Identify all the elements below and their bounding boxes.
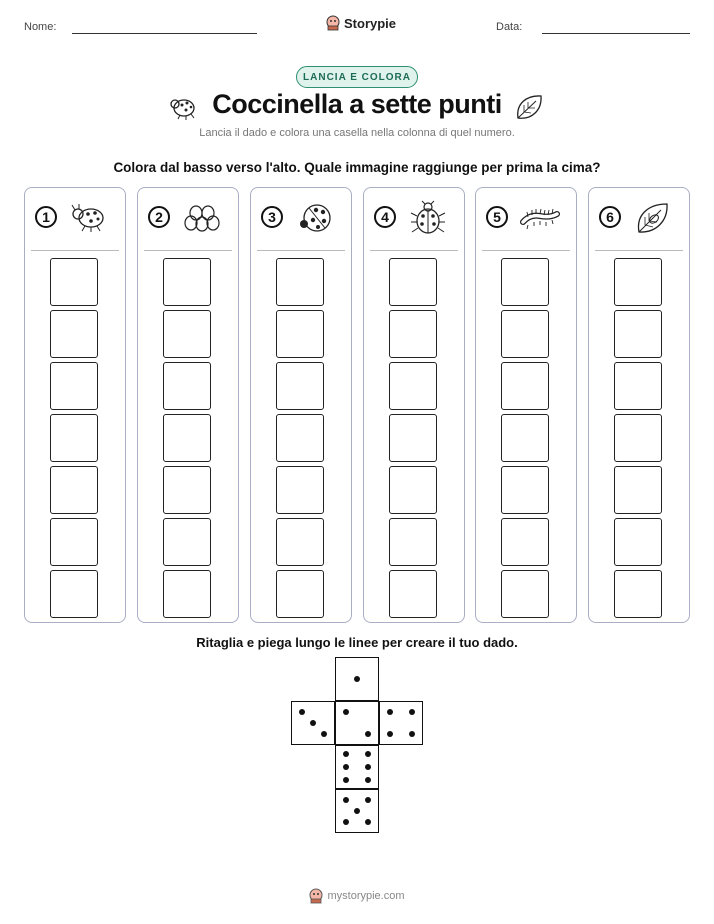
color-box[interactable] (163, 414, 211, 462)
column-3 (250, 187, 352, 623)
column-number: 4 (374, 206, 396, 228)
color-box[interactable] (501, 570, 549, 618)
color-box[interactable] (501, 414, 549, 462)
activity-badge: LANCIA E COLORA (296, 66, 418, 88)
footer (0, 888, 714, 904)
column-1 (24, 187, 126, 623)
column-4 (363, 187, 465, 623)
dice-pip (343, 709, 349, 715)
column-number: 5 (486, 206, 508, 228)
dice-face-6 (335, 745, 379, 789)
dice-pip (387, 709, 393, 715)
dice-pip (387, 731, 393, 737)
color-box[interactable] (50, 518, 98, 566)
column-divider (595, 250, 683, 251)
dice-pip (354, 676, 360, 682)
color-box[interactable] (614, 362, 662, 410)
column-divider (144, 250, 232, 251)
beetle-icon (408, 200, 448, 236)
brand-name: Storypie (344, 15, 397, 31)
color-box[interactable] (50, 414, 98, 462)
color-box[interactable] (163, 518, 211, 566)
color-box[interactable] (389, 310, 437, 358)
color-box[interactable] (50, 570, 98, 618)
column-number: 1 (35, 206, 57, 228)
color-box[interactable] (614, 414, 662, 462)
dice-pip (343, 764, 349, 770)
color-box[interactable] (389, 570, 437, 618)
dice-pip (365, 797, 371, 803)
leaf-icon (514, 92, 544, 122)
color-box[interactable] (389, 414, 437, 462)
date-label: Data: (496, 21, 523, 33)
color-box[interactable] (163, 362, 211, 410)
color-box[interactable] (163, 258, 211, 306)
color-box[interactable] (276, 570, 324, 618)
color-box[interactable] (276, 362, 324, 410)
dice-pip (299, 709, 305, 715)
dice-pip (409, 709, 415, 715)
dice-pip (365, 819, 371, 825)
color-box[interactable] (389, 258, 437, 306)
color-box[interactable] (614, 310, 662, 358)
column-divider (257, 250, 345, 251)
column-2 (137, 187, 239, 623)
spotted-ladybug-icon (295, 200, 335, 236)
column-divider (482, 250, 570, 251)
column-number: 3 (261, 206, 283, 228)
color-box[interactable] (50, 310, 98, 358)
color-box[interactable] (614, 570, 662, 618)
color-box[interactable] (163, 310, 211, 358)
column-5 (475, 187, 577, 623)
dice-face-1 (335, 657, 379, 701)
dice-pip (365, 764, 371, 770)
brand-logo (326, 15, 396, 31)
dice-pip (343, 797, 349, 803)
color-box[interactable] (501, 518, 549, 566)
color-box[interactable] (276, 310, 324, 358)
dice-face-4 (379, 701, 423, 745)
dice-face-5 (335, 789, 379, 833)
footer-url: mystorypie.com (327, 890, 405, 902)
color-box[interactable] (276, 466, 324, 514)
color-box[interactable] (276, 414, 324, 462)
dice-pip (365, 731, 371, 737)
color-box[interactable] (614, 258, 662, 306)
date-line (542, 33, 690, 34)
dice-pip (409, 731, 415, 737)
dice-pip (365, 751, 371, 757)
leaf-icon (633, 200, 673, 236)
color-box[interactable] (389, 362, 437, 410)
column-number: 2 (148, 206, 170, 228)
column-divider (370, 250, 458, 251)
dice-pip (310, 720, 316, 726)
page-subtitle: Lancia il dado e colora una casella nella colonna di quel numero. (199, 127, 515, 139)
color-box[interactable] (501, 466, 549, 514)
pie-mascot-icon (326, 15, 340, 31)
color-box[interactable] (501, 310, 549, 358)
dice-face-2 (335, 701, 379, 745)
dice-pip (343, 751, 349, 757)
dice-pip (365, 777, 371, 783)
name-line (72, 33, 257, 34)
color-box[interactable] (276, 518, 324, 566)
larva-icon (520, 200, 560, 236)
color-box[interactable] (163, 466, 211, 514)
color-box[interactable] (614, 466, 662, 514)
pie-mascot-icon (309, 888, 323, 904)
dice-pip (354, 808, 360, 814)
color-box[interactable] (389, 466, 437, 514)
color-box[interactable] (501, 258, 549, 306)
dice-face-3 (291, 701, 335, 745)
color-box[interactable] (276, 258, 324, 306)
ladybug-icon (69, 200, 109, 236)
color-box[interactable] (614, 518, 662, 566)
dice-pip (321, 731, 327, 737)
dice-instruction: Ritaglia e piega lungo le linee per creare il tuo dado. (196, 635, 518, 650)
color-box[interactable] (501, 362, 549, 410)
coloring-instruction: Colora dal basso verso l'alto. Quale immagine raggiunge per prima la cima? (113, 160, 601, 175)
name-label: Nome: (24, 21, 57, 33)
color-box[interactable] (50, 466, 98, 514)
dice-pip (343, 819, 349, 825)
column-divider (31, 250, 119, 251)
eggs-icon (182, 200, 222, 236)
column-number: 6 (599, 206, 621, 228)
page-title: Coccinella a sette punti (212, 89, 502, 119)
color-box[interactable] (50, 258, 98, 306)
color-box[interactable] (50, 362, 98, 410)
dice-pip (343, 777, 349, 783)
column-6 (588, 187, 690, 623)
color-box[interactable] (163, 570, 211, 618)
color-box[interactable] (389, 518, 437, 566)
